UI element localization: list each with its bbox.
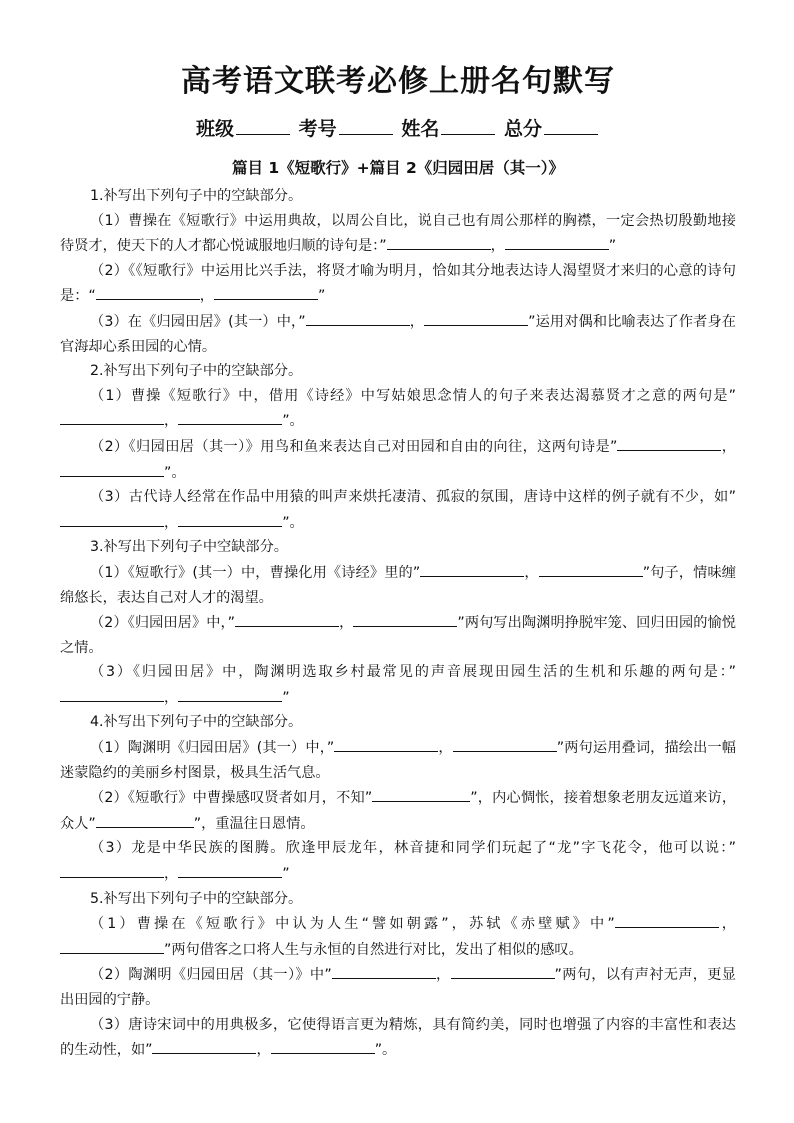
item-text-end: ”句子，情味缠绵悠长，表达自己对人才的渴望。	[60, 564, 736, 606]
total-score-label: 总分	[503, 118, 542, 140]
class-blank[interactable]	[236, 116, 290, 135]
student-info-line	[60, 116, 736, 142]
question-5-item-2	[60, 962, 736, 1012]
section-title: 篇目 1《短歌行》+篇目 2《归园田居（其一）》	[231, 159, 565, 177]
question-3-item-1	[60, 560, 736, 610]
answer-blank[interactable]	[424, 309, 528, 326]
item-separator: ，	[524, 564, 539, 581]
question-4-item-2	[60, 785, 736, 836]
answer-blank[interactable]	[60, 460, 164, 477]
item-text: （3）龙是中华民族的图腾。欣逢甲辰龙年，林音捷和同学们玩起了“龙”字飞花令，他可以说：”	[90, 840, 736, 857]
item-separator: ，	[438, 740, 453, 757]
item-text: （2）《归园田居》中，”	[90, 615, 236, 632]
exam-number-blank[interactable]	[339, 116, 393, 135]
answer-blank[interactable]	[353, 610, 457, 627]
answer-blank[interactable]	[372, 785, 470, 802]
item-text-end: ”	[282, 866, 290, 883]
answer-blank[interactable]	[60, 937, 164, 954]
item-text-end: ”	[317, 288, 326, 305]
item-separator: ，	[199, 288, 214, 305]
item-separator: ，	[490, 238, 505, 255]
item-separator: ，	[256, 1042, 271, 1059]
answer-blank[interactable]	[178, 861, 282, 878]
answer-blank[interactable]	[334, 735, 438, 752]
question-1-item-1	[60, 209, 736, 259]
item-separator: ，	[164, 689, 179, 706]
item-separator: ，	[718, 916, 736, 933]
answer-blank[interactable]	[96, 283, 200, 300]
answer-blank[interactable]	[60, 685, 164, 702]
question-1-item-3	[60, 309, 736, 359]
answer-blank[interactable]	[214, 283, 318, 300]
item-text-end: ”	[282, 689, 290, 706]
item-separator: ，	[721, 438, 736, 455]
question-1-item-2	[60, 259, 736, 309]
item-separator: ，	[409, 313, 425, 330]
item-text: （3）古代诗人经常在作品中用猿的叫声来烘托凄清、孤寂的氛围，唐诗中这样的例子就有不少，如”	[90, 489, 736, 506]
question-3-item-2	[60, 610, 736, 660]
item-text-end: ”运用对偶和比喻表达了作者身在官海却心系田园的心情。	[60, 313, 736, 355]
item-separator: ，	[164, 514, 179, 531]
item-text-end: ”两句写出陶渊明挣脱牢笼、回归田园的愉悦之情。	[60, 615, 736, 656]
answer-blank[interactable]	[152, 1037, 256, 1054]
item-text: （3）唐诗宋词中的用典极多，它使得语言更为精炼，具有简约美，同时也增强了内容的丰富性和表达的生动性，如”	[60, 1016, 736, 1059]
name-label: 姓名	[401, 118, 440, 140]
answer-blank[interactable]	[60, 408, 164, 425]
item-text: （1）陶渊明《归园田居》(其一）中，”	[90, 740, 335, 757]
item-text-mid: ”，内心惆怅，接着想象老朋友远道来访，众人”	[60, 790, 737, 832]
class-field	[196, 116, 292, 142]
item-text-end: ”。	[282, 514, 304, 531]
item-separator: ，	[339, 615, 354, 632]
answer-blank[interactable]	[178, 685, 282, 702]
item-text: （2）《归园田居（其一）》用鸟和鱼来表达自己对田园和自由的向往，这两句诗是”	[90, 438, 618, 455]
answer-blank[interactable]	[96, 811, 194, 828]
item-text: （1）曹操《短歌行》中，借用《诗经》中写姑娘思念情人的句子来表达渴慕贤才之意的两句是”	[90, 387, 736, 404]
answer-blank[interactable]	[60, 861, 164, 878]
question-5-heading: 5.补写出下列句子中的空缺部分。	[90, 890, 303, 907]
item-text-end: ”	[608, 238, 617, 255]
exam-number-label: 考号	[298, 118, 337, 140]
answer-blank[interactable]	[271, 1037, 375, 1054]
total-score-blank[interactable]	[544, 116, 598, 135]
answer-blank[interactable]	[306, 309, 410, 326]
item-separator: ，	[164, 413, 179, 430]
answer-blank[interactable]	[617, 434, 721, 451]
page-title: 高考语文联考必修上册名句默写	[181, 64, 615, 99]
class-label: 班级	[196, 118, 235, 140]
item-text: （3）在《归园田居》(其一）中，”	[90, 313, 306, 330]
question-1-heading: 1.补写出下列句子中的空缺部分。	[90, 188, 303, 204]
item-text-end: ”。	[282, 413, 304, 430]
item-separator: ，	[164, 866, 179, 883]
question-3-item-3	[60, 660, 736, 710]
total-score-field	[504, 116, 600, 142]
item-text-end: ”。	[374, 1042, 397, 1059]
question-5-item-1	[60, 911, 736, 962]
item-separator: ，	[435, 967, 451, 984]
item-text-end: ”两句运用叠词，描绘出一幅迷蒙隐约的美丽乡村图景，极具生活气息。	[60, 740, 736, 781]
item-text: （3）《归园田居》中，陶渊明选取乡村最常见的声音展现田园生活的生机和乐趣的两句是：”	[90, 664, 736, 681]
item-text-end: ”两句借客之口将人生与永恒的自然进行对比，发出了相似的感叹。	[164, 941, 583, 958]
answer-blank[interactable]	[60, 510, 164, 527]
answer-blank[interactable]	[235, 610, 339, 627]
answer-blank[interactable]	[615, 911, 719, 928]
questions-list	[60, 184, 736, 1063]
item-text: （2）《短歌行》中曹操感叹贤者如月，不知”	[90, 790, 373, 807]
answer-blank[interactable]	[505, 233, 609, 250]
question-4-item-3	[60, 836, 736, 886]
answer-blank[interactable]	[539, 560, 643, 577]
item-text-end: ”，重温往日恩情。	[193, 815, 315, 832]
question-3-heading: 3.补写出下列句子中空缺部分。	[90, 539, 288, 556]
answer-blank[interactable]	[332, 962, 436, 979]
name-field	[401, 116, 497, 142]
answer-blank[interactable]	[178, 510, 282, 527]
item-text: （2）陶渊明《归园田居（其一）》中”	[90, 967, 332, 984]
item-text-end: ”。	[164, 464, 186, 481]
name-blank[interactable]	[441, 116, 495, 135]
item-text: （1）《短歌行》(其一）中，曹操化用《诗经》里的”	[90, 564, 421, 581]
question-5-item-3	[60, 1013, 736, 1063]
question-2-item-3	[60, 485, 736, 535]
question-2-item-1	[60, 384, 736, 434]
question-4-heading: 4.补写出下列句子中的空缺部分。	[90, 714, 303, 731]
answer-blank[interactable]	[387, 233, 491, 250]
item-text: （1）曹操在《短歌行》中运用典故，以周公自比，说自己也有周公那样的胸襟，一定会热切殷勤地接待贤才，使天下的人才都心悦诚服地归顺的诗句是：”	[60, 212, 736, 255]
item-text-end: ”两句，以有声衬无声，更显出田园的宁静。	[60, 967, 736, 1008]
answer-blank[interactable]	[451, 962, 555, 979]
question-4-item-1	[60, 735, 736, 785]
question-2-heading: 2.补写出下列句子中的空缺部分。	[90, 363, 303, 380]
question-2-item-2	[60, 434, 736, 485]
answer-blank[interactable]	[178, 408, 282, 425]
item-text: （2）《《短歌行》中运用比兴手法，将贤才喻为明月，恰如其分地表达诗人渴望贤才来归的心意的诗句是：“	[60, 262, 736, 305]
exam-number-field	[299, 116, 395, 142]
item-text: （1）曹操在《短歌行》中认为人生“譬如朝露”，苏轼《赤壁赋》中”	[90, 916, 615, 933]
answer-blank[interactable]	[420, 560, 524, 577]
answer-blank[interactable]	[453, 735, 557, 752]
